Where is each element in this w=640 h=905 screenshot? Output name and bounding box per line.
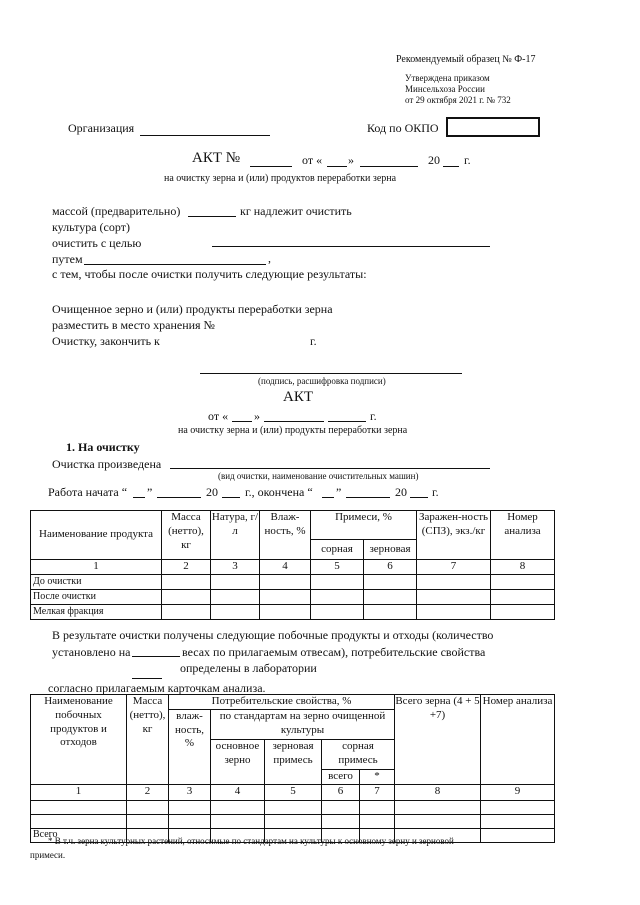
table-cell[interactable] xyxy=(481,828,555,842)
act2-quote-close: » xyxy=(254,409,260,423)
table-cell[interactable] xyxy=(395,800,481,814)
work-start-day-field[interactable] xyxy=(133,497,145,498)
act2-g: г. xyxy=(370,409,377,423)
col-number: 2 xyxy=(162,560,211,575)
table-cell[interactable] xyxy=(481,800,555,814)
act1-year: 20 xyxy=(428,153,440,167)
th2-analysis-no: Номер анализа xyxy=(481,695,555,785)
work-start-20: 20 xyxy=(206,485,218,499)
col-number: 8 xyxy=(395,784,481,800)
col-number: 6 xyxy=(322,784,360,800)
th-nature: Натура, г/л xyxy=(211,511,260,560)
col-number: 7 xyxy=(360,784,395,800)
th2-humidity: влаж-ность, % xyxy=(169,709,211,784)
act1-subtitle: на очистку зерна и (или) продуктов переработки зерна xyxy=(164,173,397,184)
purpose-field[interactable] xyxy=(212,246,490,247)
table-cell[interactable] xyxy=(260,605,311,620)
done-by-hint: (вид очистки, наименование очистительных машин) xyxy=(218,471,419,481)
table2-number-row xyxy=(31,784,555,800)
work-start-year-field[interactable] xyxy=(222,497,240,498)
th-product-name: Наименование продукта xyxy=(31,511,162,560)
culture-label: культура (сорт) xyxy=(52,220,130,234)
table-cell[interactable] xyxy=(265,814,322,828)
path-comma: , xyxy=(268,251,271,265)
done-by-field[interactable] xyxy=(170,468,490,469)
table-cell[interactable] xyxy=(417,590,491,605)
col-number: 6 xyxy=(364,560,417,575)
col-number: 8 xyxy=(491,560,555,575)
path-label: путем xyxy=(52,252,83,266)
table-cell[interactable] xyxy=(31,814,127,828)
mass-unit: кг надлежит очистить xyxy=(240,204,352,218)
so-that-text: с тем, чтобы после очистки получить следующие результаты: xyxy=(52,267,367,281)
org-field[interactable] xyxy=(140,135,270,136)
done-by-label: Очистка произведена xyxy=(52,457,162,471)
table-row xyxy=(31,605,555,620)
work-end-quote: ” xyxy=(336,485,342,499)
signature-hint: (подпись, расшифровка подписи) xyxy=(258,376,386,386)
scales-field[interactable] xyxy=(132,656,180,657)
recommended-sample: Рекомендуемый образец № Ф-17 xyxy=(396,54,536,65)
table-cell[interactable] xyxy=(211,590,260,605)
act1-g: г. xyxy=(464,153,471,167)
org-label: Организация xyxy=(68,121,135,135)
table-cell[interactable] xyxy=(211,814,265,828)
table1-number-row xyxy=(31,560,555,575)
table-cell[interactable] xyxy=(127,800,169,814)
table-row xyxy=(31,800,555,814)
table-cell[interactable] xyxy=(31,800,127,814)
table-cell[interactable] xyxy=(162,575,211,590)
work-end-g: г. xyxy=(432,485,439,499)
table-cell[interactable] xyxy=(417,575,491,590)
result-line-1: В результате очистки получены следующие побочные продукты и отходы (количество xyxy=(52,628,494,642)
table-cell[interactable] xyxy=(169,800,211,814)
work-end-month-field[interactable] xyxy=(346,497,390,498)
row-label: Мелкая фракция xyxy=(31,605,162,620)
act1-quote-close: » xyxy=(348,153,354,167)
table-cell[interactable] xyxy=(260,575,311,590)
th-infestation: Заражен-ность (СПЗ), экз./кг xyxy=(417,511,491,560)
col-number: 1 xyxy=(31,784,127,800)
approved-line-1: Утверждена приказом xyxy=(405,73,490,83)
placed-line-1: Очищенное зерно и (или) продукты переработки зерна xyxy=(52,302,333,316)
okpo-label: Код по ОКПО xyxy=(367,121,439,135)
work-start-month-field[interactable] xyxy=(157,497,201,498)
table-cell[interactable] xyxy=(127,814,169,828)
table-cell[interactable] xyxy=(364,575,417,590)
th2-weed-total: всего xyxy=(322,769,360,784)
footnote-line-1: * В т.ч. зерна культурных растений, относимые по стандартам на культуры к основному зерну и зерновой xyxy=(48,836,454,846)
table-cell[interactable] xyxy=(364,590,417,605)
work-end-label: г., окончена “ xyxy=(245,485,313,499)
approved-line-3: от 29 октября 2021 г. № 732 xyxy=(405,95,511,105)
th-grain: зерновая xyxy=(364,540,417,560)
table-cell[interactable] xyxy=(491,605,555,620)
act1-title: АКТ № xyxy=(192,150,241,166)
th-mass: Масса (нетто), кг xyxy=(162,511,211,560)
table-cell[interactable] xyxy=(395,814,481,828)
table-cell[interactable] xyxy=(417,605,491,620)
table-cell[interactable] xyxy=(260,590,311,605)
table-cell[interactable] xyxy=(211,605,260,620)
act2-year-field[interactable] xyxy=(328,421,366,422)
result-line-2a: установлено на xyxy=(52,645,131,659)
table-cell[interactable] xyxy=(364,605,417,620)
act2-month-field[interactable] xyxy=(264,421,324,422)
table-cell[interactable] xyxy=(162,605,211,620)
byproducts-table xyxy=(30,694,555,843)
act2-day-field[interactable] xyxy=(232,421,252,422)
th2-main-grain: основное зерно xyxy=(211,739,265,784)
act1-year-field[interactable] xyxy=(443,166,459,167)
lab-field[interactable] xyxy=(132,678,162,679)
work-end-20: 20 xyxy=(395,485,407,499)
act1-number-field[interactable] xyxy=(250,166,292,167)
table-cell[interactable] xyxy=(211,800,265,814)
th-analysis-no: Номер анализа xyxy=(491,511,555,560)
table-row xyxy=(31,575,555,590)
table-cell[interactable] xyxy=(162,590,211,605)
row-label: До очистки xyxy=(31,575,162,590)
table-cell[interactable] xyxy=(322,800,360,814)
footnote-line-2: примеси. xyxy=(30,850,66,860)
table-cell[interactable] xyxy=(360,814,395,828)
cleaning-results-table xyxy=(30,510,555,620)
act1-from: от « xyxy=(302,153,323,167)
table-cell[interactable] xyxy=(491,575,555,590)
act1-month-field[interactable] xyxy=(360,166,418,167)
table-cell[interactable] xyxy=(265,800,322,814)
path-field[interactable] xyxy=(84,264,266,265)
purpose-label: очистить с целью xyxy=(52,236,142,250)
work-end-year-field[interactable] xyxy=(410,497,428,498)
table-cell[interactable] xyxy=(211,575,260,590)
th2-name: Наименование побочных продуктов и отходов xyxy=(31,695,127,785)
col-number: 3 xyxy=(211,560,260,575)
th2-consumer: Потребительские свойства, % xyxy=(169,695,395,710)
col-number: 4 xyxy=(260,560,311,575)
table-cell[interactable] xyxy=(322,814,360,828)
th-weed: сорная xyxy=(311,540,364,560)
col-number: 4 xyxy=(211,784,265,800)
th-humidity: Влаж-ность, % xyxy=(260,511,311,560)
th2-mass: Масса (нетто), кг xyxy=(127,695,169,785)
th2-total-grain: Всего зерна (4 + 5 +7) xyxy=(395,695,481,785)
col-number: 1 xyxy=(31,560,162,575)
th2-weed-impurity: сорная примесь xyxy=(322,739,395,769)
col-number: 5 xyxy=(265,784,322,800)
work-end-day-field[interactable] xyxy=(322,497,334,498)
th2-standards: по стандартам на зерно очищенной культуры xyxy=(211,709,395,739)
col-number: 3 xyxy=(169,784,211,800)
table-cell[interactable] xyxy=(311,590,364,605)
signature-field[interactable] xyxy=(200,373,462,374)
table-cell[interactable] xyxy=(169,814,211,828)
mass-field[interactable] xyxy=(188,216,236,217)
col-number: 7 xyxy=(417,560,491,575)
table-row xyxy=(31,590,555,605)
table-cell[interactable] xyxy=(360,800,395,814)
th2-weed-star: * xyxy=(360,769,395,784)
total-row-label: Всего xyxy=(31,828,127,842)
result-line-2b: весах по прилагаемым отвесам), потребительские свойства xyxy=(182,645,486,659)
table-cell[interactable] xyxy=(311,605,364,620)
act2-from: от « xyxy=(208,409,229,423)
finish-g: г. xyxy=(310,334,317,348)
approved-line-2: Минсельхоза России xyxy=(405,84,485,94)
result-line-3: определены в лаборатории xyxy=(180,661,317,675)
mass-label: массой (предварительно) xyxy=(52,204,181,218)
row-label: После очистки xyxy=(31,590,162,605)
table-cell[interactable] xyxy=(311,575,364,590)
okpo-field[interactable] xyxy=(446,117,540,137)
col-number: 2 xyxy=(127,784,169,800)
result-line-4: согласно прилагаемым карточкам анализа. xyxy=(48,681,266,695)
placed-line-2: разместить в место хранения № xyxy=(52,318,216,332)
th-impurities: Примеси, % xyxy=(311,511,417,540)
table-cell[interactable] xyxy=(481,814,555,828)
table-row xyxy=(31,814,555,828)
act2-title: АКТ xyxy=(283,389,313,405)
work-start-quote: ” xyxy=(147,485,153,499)
finish-label: Очистку, закончить к xyxy=(52,334,160,348)
col-number: 5 xyxy=(311,560,364,575)
table-cell[interactable] xyxy=(491,590,555,605)
work-start-label: Работа начата “ xyxy=(48,485,128,499)
act1-day-field[interactable] xyxy=(327,166,347,167)
col-number: 9 xyxy=(481,784,555,800)
th2-grain-impurity: зерновая примесь xyxy=(265,739,322,784)
act2-subtitle: на очистку зерна и (или) продукты переработки зерна xyxy=(178,425,408,436)
section-title: 1. На очистку xyxy=(66,440,140,454)
